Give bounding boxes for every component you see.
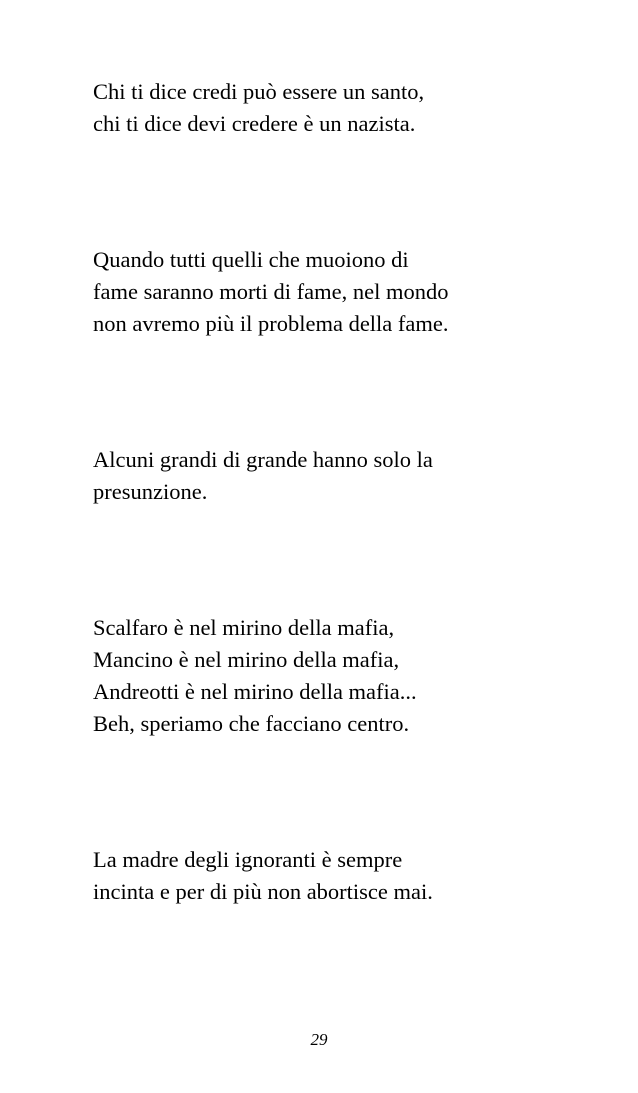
aphorism-1 [93, 76, 593, 140]
aphorism-line: Alcuni grandi di grande hanno solo la [93, 447, 433, 472]
aphorism-3 [93, 444, 593, 508]
aphorism-line: Mancino è nel mirino della mafia, [93, 647, 400, 672]
aphorism-line: Beh, speriamo che facciano centro. [93, 711, 410, 736]
aphorism-line: Chi ti dice credi può essere un santo, [93, 79, 425, 104]
page-number: 29 [310, 1030, 328, 1049]
aphorism-line: presunzione. [93, 479, 208, 504]
aphorism-line: Scalfaro è nel mirino della mafia, [93, 615, 395, 640]
aphorism-line: Quando tutti quelli che muoiono di [93, 247, 409, 272]
aphorism-line: non avremo più il problema della fame. [93, 311, 449, 336]
aphorism-2 [93, 244, 593, 340]
aphorism-4 [93, 612, 593, 740]
aphorism-line: chi ti dice devi credere è un nazista. [93, 111, 416, 136]
aphorism-line: Andreotti è nel mirino della mafia... [93, 679, 417, 704]
aphorism-5 [93, 844, 593, 908]
aphorism-line: La madre degli ignoranti è sempre [93, 847, 403, 872]
aphorism-line: incinta e per di più non abortisce mai. [93, 879, 433, 904]
aphorism-line: fame saranno morti di fame, nel mondo [93, 279, 449, 304]
